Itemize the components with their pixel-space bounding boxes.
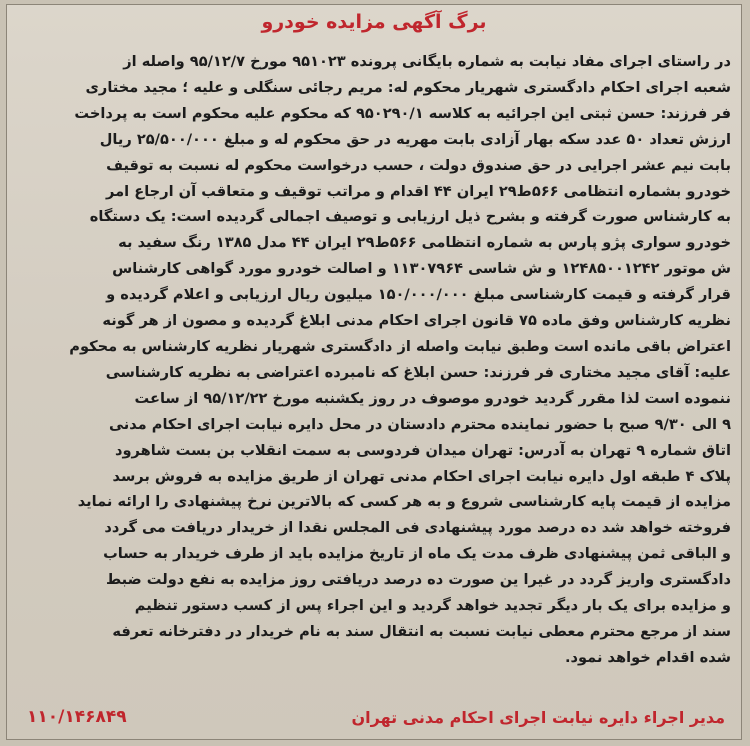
notice-line: ارزش تعداد ۵۰ عدد سکه بهار آزادی بابت مهریه در حق محکوم له و مبلغ ۲۵/۵۰۰/۰۰۰ ریال [99,130,731,148]
notice-line: فروخته خواهد شد ده درصد مورد پیشنهادی فی المجلس نقدا از خریدار دریافت می گردد [104,519,731,537]
notice-title: برگ آگهی مزایده خودرو [261,11,487,33]
notice-line: شعبه اجرای احکام دادگستری شهریار محکوم له: مریم رجائی سنگلی و علیه ؛ مجید مختاری [85,78,731,96]
notice-line: علیه: آقای مجید مختاری فر فرزند: حسن ابلاغ که نامبرده اعتراضی به نظریه کارشناسی [105,363,731,381]
notice-footer [27,707,725,727]
notice-body [19,49,731,671]
notice-line: شده اقدام خواهد نمود. [565,648,731,666]
notice-line: خودرو سواری پژو پارس به شماره انتظامی ۵۶۶ط۲۹ ایران ۴۴ مدل ۱۳۸۵ رنگ سفید به [118,234,731,252]
notice-line: دادگستری واریز گردد در غیرا ین صورت ده درصد دریافتی روز مزایده به نفع دولت ضبط [106,571,731,589]
notice-line: اتاق شماره ۹ تهران به آدرس: تهران میدان فردوسی به سمت انقلاب بن بست شاهرود [114,441,731,459]
notice-line: در راستای اجرای مفاد نیابت به شماره بایگانی پرونده ۹۵۱۰۲۳ مورخ ۹۵/۱۲/۷ واصله از [123,53,731,70]
notice-line: ۹ الی ۹/۳۰ صبح با حضور نماینده محترم دادستان در محل دایره نیابت اجرای احکام مدنی [108,415,731,433]
notice-line: قرار گرفته و قیمت کارشناسی مبلغ ۱۵۰/۰۰۰/۰۰۰ میلیون ریال ارزیابی و اعلام گردیده و [106,286,731,304]
notice-line: اعتراض باقی مانده است وطبق نیابت واصله از دادگستری شهریار نظریه کارشناس به محکوم [69,337,731,355]
notice-line: پلاک ۴ طبقه اول دایره نیابت اجرای احکام مدنی تهران از طریق مزایده به فروش برسد [112,467,731,485]
notice-line: بابت نیم عشر اجرایی در حق صندوق دولت ، حسب درخواست محکوم له نسبت به توقیف [106,156,731,174]
notice-line: نظریه کارشناس وفق ماده ۷۵ قانون اجرای احکام مدنی ابلاغ گردیده و مصون از هر گونه [102,312,731,330]
notice-line: ننموده است لذا مقرر گردید خودرو موصوف در روز یکشنبه مورخ ۹۵/۱۲/۲۲ از ساعت [134,389,731,407]
notice-line: سند از مرجع محترم معطی نیابت نسبت به انتقال سند به نام خریدار در دفترخانه تعرفه [112,622,731,640]
notice-line: ش موتور ۱۲۴۸۵۰۰۱۲۴۲ و ش شاسی ۱۱۳۰۷۹۶۴ و اصالت خودرو مورد گواهی کارشناس [112,260,731,278]
notice-line: خودرو بشماره انتظامی ۵۶۶ط۲۹ ایران ۴۴ اقدام و مراتب توقیف و متعاقب آن ارجاع امر [106,182,731,200]
notice-line: مزایده از قیمت پایه کارشناسی شروع و به هر کسی که بالاترین نرخ پیشنهادی را ارائه نماید [77,493,731,511]
newspaper-clipping [6,4,742,740]
signature-line: مدیر اجراء دایره نیابت اجرای احکام مدنی تهران [351,707,725,727]
notice-line: فر فرزند: حسن ثبتی این اجرائیه به کلاسه ۹۵۰۲۹۰/۱ که محکوم علیه محکوم است به پرداخت [74,104,731,122]
reference-number: ۱۱۰/۱۴۶۸۴۹ [27,707,127,727]
notice-line: و الباقی ثمن پیشنهادی ظرف مدت یک ماه از تاریخ مزایده باید از طرف خریدار به حساب [103,545,731,563]
notice-line: و مزایده برای یک بار دیگر تجدید خواهد گردید و این اجراء پس از کسب دستور تنظیم [134,597,731,615]
notice-line: به کارشناس صورت گرفته و بشرح ذیل ارزیابی و توصیف اجمالی گردیده است: یک دستگاه [89,208,731,226]
